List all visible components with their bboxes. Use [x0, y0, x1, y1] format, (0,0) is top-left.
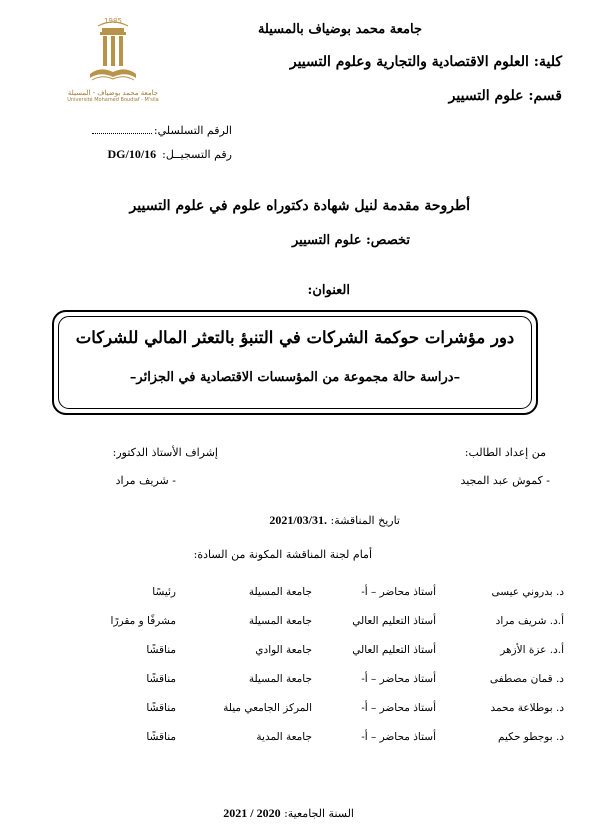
registration-label: رقم التسجيــل:: [162, 148, 232, 161]
member-role: مناقشًا: [146, 702, 176, 714]
thesis-title: دور مؤشرات حوكمة الشركات في التنبؤ بالتعثر المالي للشركات: [75, 328, 515, 347]
committee-row: [50, 638, 564, 667]
defense-date-label: تاريخ المناقشة:: [327, 514, 400, 527]
member-name: د. بوطلاعة محمد: [490, 702, 564, 714]
member-name: د. بدروني عيسى: [491, 586, 564, 598]
university-logo-icon: [78, 14, 148, 88]
member-name: د. قمان مصطفى: [489, 673, 564, 685]
logo-caption-french: Université Mohamed Boudiaf - M'sila: [67, 97, 159, 103]
member-institution: جامعة المسيلة: [248, 673, 312, 685]
member-role: مناقشًا: [146, 673, 176, 685]
member-name: أ.د. شريف مراد: [495, 615, 564, 627]
department-name: قسم: علوم التسيير: [448, 88, 562, 104]
committee-heading: أمام لجنة المناقشة المكونة من السادة:: [193, 548, 372, 561]
member-rank: أستاذ محاضر – أ-: [361, 673, 436, 685]
title-label: العنوان:: [307, 283, 350, 298]
committee-row: [50, 696, 564, 725]
supervisor-label: إشراف الأستاذ الدكتور:: [112, 446, 218, 459]
thesis-specialty: تخصص: علوم التسيير: [292, 233, 410, 248]
member-institution: المركز الجامعي ميلة: [223, 702, 312, 714]
committee-row: [50, 667, 564, 696]
defense-date: [269, 513, 400, 528]
academic-year-label: السنة الجامعية:: [280, 807, 354, 820]
faculty-name: كلية: العلوم الاقتصادية والتجارية وعلوم التسيير: [289, 54, 562, 70]
member-name: د. بوجطو حكيم: [497, 731, 564, 743]
member-rank: أستاذ محاضر – أ-: [361, 586, 436, 598]
academic-year: [223, 806, 354, 821]
member-rank: أستاذ التعليم العالي: [352, 644, 436, 656]
supervisor-name: - شريف مراد: [115, 474, 176, 487]
thesis-type: أطروحة مقدمة لنيل شهادة دكتوراه علوم في علوم التسيير: [129, 198, 470, 214]
logo-year: 1985: [104, 17, 122, 25]
committee-row: [50, 609, 564, 638]
serial-blank: [92, 133, 152, 134]
committee-row: [50, 725, 564, 754]
serial-label: الرقم التسلسلي:: [153, 124, 232, 137]
committee-row: [50, 580, 564, 609]
member-rank: أستاذ التعليم العالي: [352, 615, 436, 627]
member-name: أ.د. عزة الأزهر: [500, 644, 564, 656]
prepared-by-label: من إعداد الطالب:: [464, 446, 546, 459]
member-institution: جامعة المدية: [256, 731, 312, 743]
member-rank: أستاذ محاضر – أ-: [361, 702, 436, 714]
member-institution: جامعة المسيلة: [248, 615, 312, 627]
university-name: جامعة محمد بوضياف بالمسيلة: [257, 22, 422, 37]
member-role: مناقشًا: [146, 731, 176, 743]
thesis-subtitle: –دراسة حالة مجموعة من المؤسسات الاقتصادية في الجزائر–: [129, 370, 461, 385]
logo-caption-arabic: جامعة محمد بوضياف - المسيلة: [67, 89, 159, 97]
member-institution: جامعة المسيلة: [248, 586, 312, 598]
serial-number: [92, 124, 232, 137]
registration-value: DG/10/16: [107, 147, 157, 161]
student-name: - كموش عبد المجيد: [460, 474, 550, 487]
member-role: رئيسًا: [152, 586, 176, 598]
committee-table: [50, 580, 564, 754]
member-institution: جامعة الوادي: [255, 644, 312, 656]
registration-number: [107, 147, 232, 162]
member-rank: أستاذ محاضر – أ-: [361, 731, 436, 743]
title-frame: [52, 310, 538, 415]
university-logo: [58, 14, 168, 110]
academic-year-value: 2021 / 2020: [223, 806, 281, 820]
member-role: مشرفًا و مقررًا: [110, 615, 176, 627]
defense-date-value: 2021/03/31.: [269, 513, 327, 527]
member-role: مناقشًا: [146, 644, 176, 656]
